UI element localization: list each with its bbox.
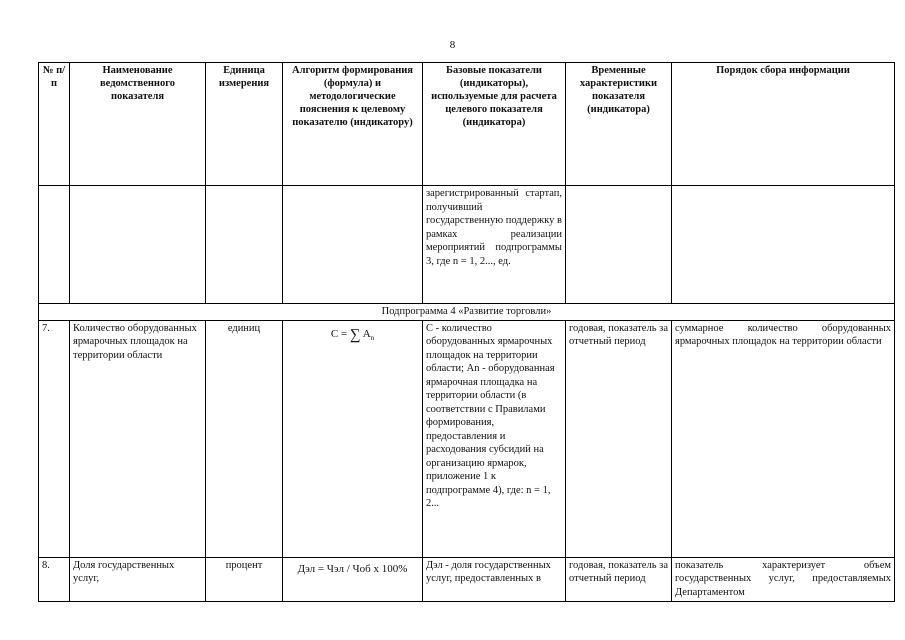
- row-num: 8.: [39, 557, 70, 601]
- header-algorithm: Алгоритм формирования (формула) и методологические пояснения к целевому показателю (индикатору): [283, 63, 423, 186]
- subprogram-title: Подпрограмма 4 «Развитие торговли»: [39, 304, 895, 321]
- sum-symbol: ∑: [349, 326, 361, 343]
- row-order: показатель характеризует объем государственных услуг, предоставляемых Департаментом: [672, 557, 895, 601]
- row-base: С - количество оборудованных ярмарочных площадок на территории области; An - оборудованная ярмарочная площадка на территории области (в соответствии с Правилами формирования, предоставления и расходования субсидий на организацию ярмарок, приложение 1 к подпрограмме 4), где: n = 1, 2...: [423, 320, 566, 557]
- continued-row: [39, 186, 895, 304]
- subprogram-row: [39, 304, 895, 321]
- row-time: годовая, показатель за отчетный период: [566, 557, 672, 601]
- row-formula: Дэл = Чэл / Чоб x 100%: [283, 557, 423, 601]
- header-name: Наименование ведомственного показателя: [70, 63, 206, 186]
- row-name: Количество оборудованных ярмарочных площадок на территории области: [70, 320, 206, 557]
- row-time: годовая, показатель за отчетный период: [566, 320, 672, 557]
- header-time: Временные характеристики показателя (индикатора): [566, 63, 672, 186]
- row-unit: единиц: [206, 320, 283, 557]
- header-num: № п/п: [39, 63, 70, 186]
- header-base: Базовые показатели (индикаторы), используемые для расчета целевого показателя (индикатора): [423, 63, 566, 186]
- indicators-table: [38, 62, 895, 602]
- page-number: 8: [449, 39, 456, 51]
- row-formula: C = ∑ $A_n$: [283, 320, 423, 557]
- header-order: Порядок сбора информации: [672, 63, 895, 186]
- row-base: Дэл - доля государственных услуг, предоставленных в: [423, 557, 566, 601]
- row-unit: процент: [206, 557, 283, 601]
- row-num: 7.: [39, 320, 70, 557]
- row-name: Доля государственных услуг,: [70, 557, 206, 601]
- continued-base-text: зарегистрированный стартап, получивший государственную поддержку в рамках реализации мероприятий подпрограммы 3, где n = 1, 2..., ед.: [423, 186, 566, 304]
- row-order: суммарное количество оборудованных ярмарочных площадок на территории области: [672, 320, 895, 557]
- header-unit: Единица измерения: [206, 63, 283, 186]
- table-row: [39, 320, 895, 557]
- table-row: [39, 557, 895, 601]
- header-row: [39, 63, 895, 186]
